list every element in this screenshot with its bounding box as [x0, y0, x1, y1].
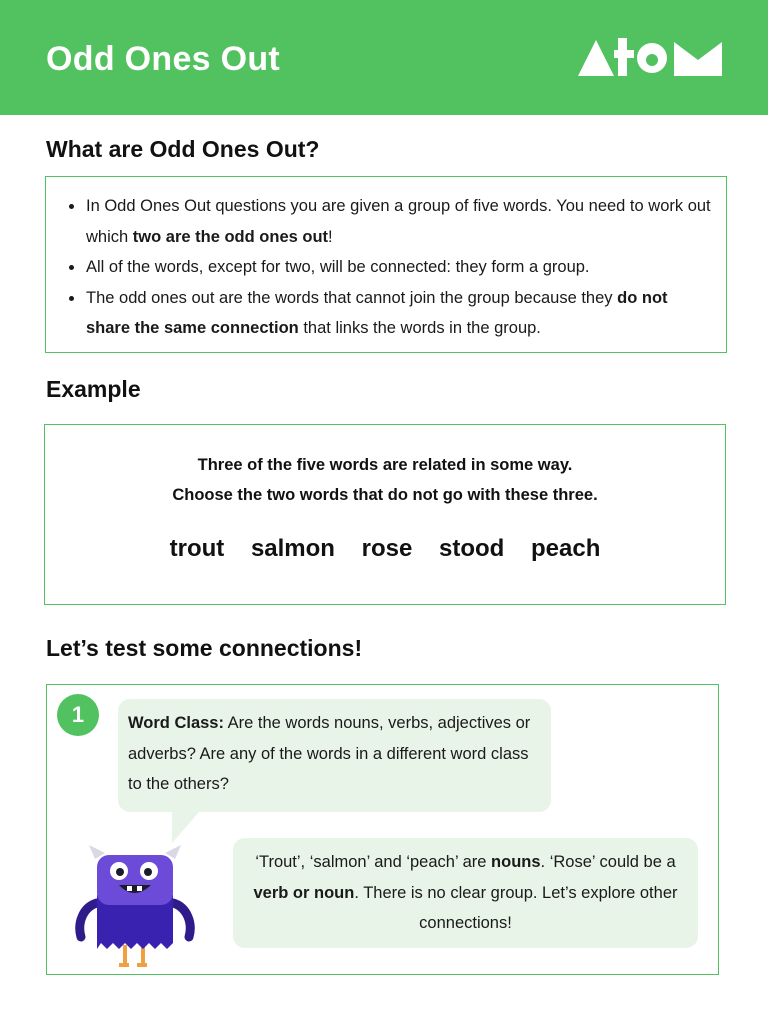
connection-box: [46, 684, 719, 975]
example-instruction: Choose the two words that do not go with these three.: [172, 486, 598, 504]
example-box: [44, 424, 726, 605]
bullet-text: The odd ones out are the words that cannot join the group because they: [86, 288, 618, 307]
example-word: trout: [169, 535, 225, 562]
section-title-connections: Let’s test some connections!: [46, 635, 363, 661]
example-word: rose: [361, 535, 413, 562]
section-title-example: Example: [46, 376, 141, 402]
bubble-bold: Word Class:: [128, 714, 224, 732]
question-bubble: [118, 699, 551, 812]
bullet-bold: do not share the same connection: [86, 288, 668, 337]
speech-tail-icon: [172, 811, 200, 843]
example-instruction: Three of the five words are related in some way.: [197, 456, 573, 474]
example-word: peach: [531, 535, 601, 562]
bullet-bold: two are the odd ones out: [132, 227, 329, 246]
definition-list: [66, 191, 716, 344]
example-words: [45, 535, 725, 563]
bullet-item: [66, 252, 716, 283]
example-word: stood: [439, 535, 505, 562]
page-header: [0, 0, 768, 115]
bullet-text: that links the words in the group.: [298, 319, 541, 337]
definition-box: [45, 176, 727, 353]
bubble-text: . ‘Rose’ could be a: [540, 853, 676, 871]
bubble-text: Are the words nouns, verbs, adjectives or adverbs? Are any of the words in a different word class to the others?: [128, 714, 531, 793]
bubble-text: . There is no clear group. Let’s explore other connections!: [354, 883, 678, 932]
bullet-item: [66, 191, 716, 252]
step-number-badge: 1: [57, 694, 99, 736]
bullet-text: In Odd Ones Out questions you are given a group of five words. You need to work out which: [86, 197, 711, 246]
bullet-text: All of the words, except for two, will be connected: they form a group.: [86, 258, 590, 276]
section-title-what-are: What are Odd Ones Out?: [46, 136, 320, 162]
bullet-item: [66, 283, 716, 344]
atom-logo-icon: [576, 36, 726, 78]
page-title: Odd Ones Out: [46, 40, 281, 78]
bubble-text: ‘Trout’, ‘salmon’ and ‘peach’ are: [255, 853, 492, 871]
purple-monster-mascot-icon: [75, 845, 195, 970]
example-word: salmon: [250, 535, 335, 562]
bullet-text: !: [328, 227, 333, 246]
bubble-bold: nouns: [491, 853, 541, 871]
bubble-bold: verb or noun: [253, 883, 355, 902]
answer-bubble: [233, 838, 698, 948]
